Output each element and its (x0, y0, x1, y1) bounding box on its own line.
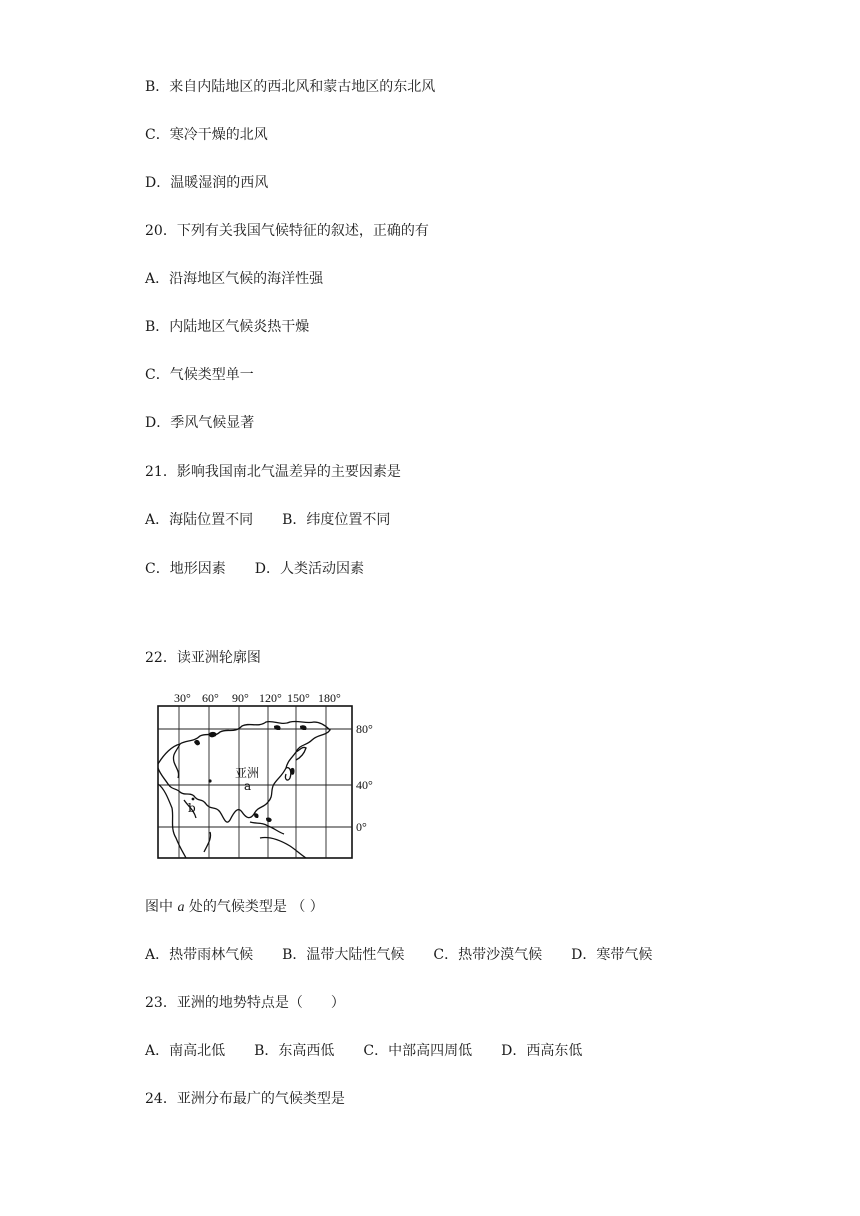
q20-option-c: C．气候类型单一 (145, 367, 254, 383)
q23-option-a: A．南高北低 (145, 1043, 226, 1059)
q21-options-row-2 (145, 560, 364, 578)
q20-option-d: D．季风气候显著 (145, 415, 255, 431)
q21-options-row-1 (145, 511, 390, 529)
asia-outline-map (150, 688, 390, 863)
q22-stem: 22．读亚洲轮廓图 (145, 650, 261, 666)
lat-label-80: 80° (356, 722, 373, 736)
point-b-label: b (188, 801, 196, 815)
q19-option-b: B．来自内陆地区的西北风和蒙古地区的东北风 (145, 79, 436, 95)
q19-option-d: D．温暖湿润的西风 (145, 175, 269, 191)
lon-label-90: 90° (232, 691, 249, 705)
q22-option-b: B．温带大陆性气候 (282, 947, 405, 963)
q23-option-b: B．东高西低 (254, 1043, 335, 1059)
lat-label-40: 40° (356, 778, 373, 792)
q23-option-c: C．中部高四周低 (363, 1043, 473, 1059)
q22-option-a: A．热带雨林气候 (145, 947, 254, 963)
q21-option-d: D．人类活动因素 (254, 561, 364, 577)
q21-option-b: B．纬度位置不同 (282, 512, 391, 528)
q24-stem: 24．亚洲分布最广的气候类型是 (145, 1091, 345, 1107)
q22-option-c: C．热带沙漠气候 (433, 947, 543, 963)
lon-label-180: 180° (318, 691, 341, 705)
q20-stem: 20．下列有关我国气候特征的叙述，正确的有 (145, 223, 429, 239)
caption-variable: a (177, 900, 185, 915)
lon-label-60: 60° (202, 691, 219, 705)
q22-option-d: D．寒带气候 (571, 947, 653, 963)
lon-label-120: 120° (259, 691, 282, 705)
map-caption (145, 898, 324, 917)
q22-options-row (145, 946, 652, 964)
lon-label-150: 150° (287, 691, 310, 705)
point-a-label: a (244, 779, 252, 793)
continent-label: 亚洲 (235, 766, 260, 780)
q20-option-b: B．内陆地区气候炎热干燥 (145, 319, 310, 335)
lat-label-0: 0° (356, 820, 367, 834)
caption-suffix: 处的气候类型是 （ ） (184, 899, 324, 915)
q21-option-a: A．海陆位置不同 (145, 512, 254, 528)
q21-option-c: C．地形因素 (145, 561, 226, 577)
lon-label-30: 30° (174, 691, 191, 705)
map-graticule (158, 706, 352, 858)
asia-map-svg (150, 688, 390, 863)
q19-option-c: C．寒冷干燥的北风 (145, 127, 268, 143)
q21-stem: 21．影响我国南北气温差异的主要因素是 (145, 464, 401, 480)
q23-stem: 23．亚洲的地势特点是（ ） (145, 995, 345, 1011)
q23-options-row (145, 1042, 582, 1060)
q23-option-d: D．西高东低 (501, 1043, 583, 1059)
q20-option-a: A．沿海地区气候的海洋性强 (145, 271, 324, 287)
caption-prefix: 图中 (145, 899, 178, 915)
